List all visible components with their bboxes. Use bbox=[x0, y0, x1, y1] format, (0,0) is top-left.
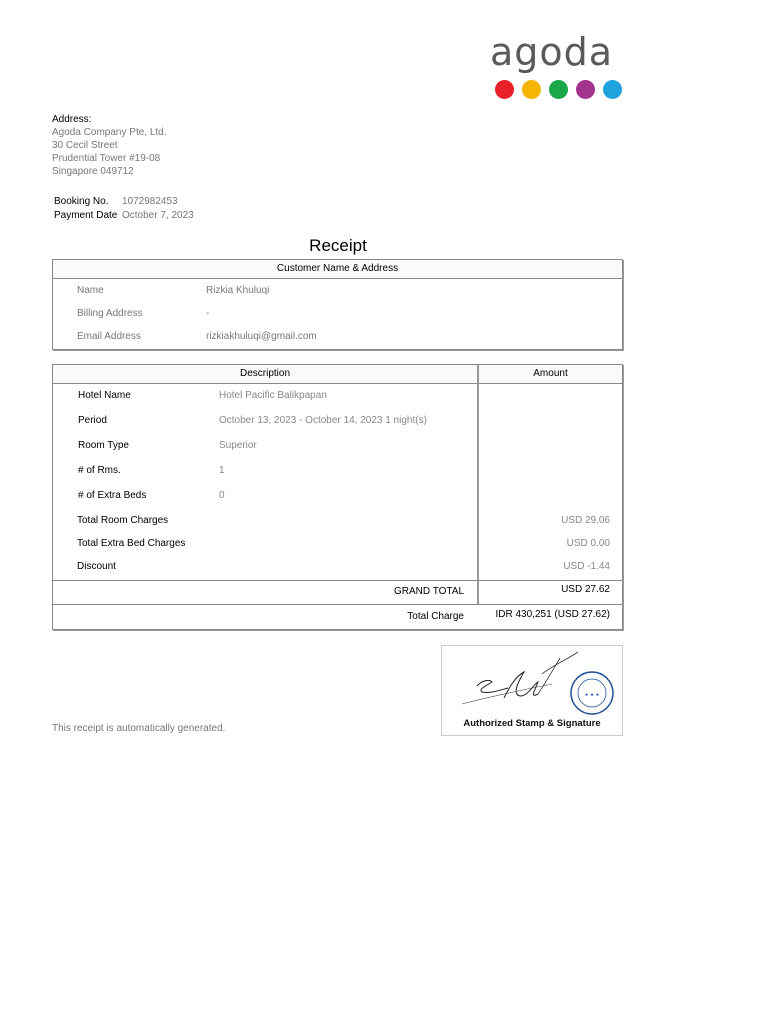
extra-beds-label: # of Extra Beds bbox=[78, 490, 147, 501]
hotel-name-value: Hotel Pacific Balikpapan bbox=[219, 390, 327, 401]
rooms-count-value: 1 bbox=[219, 465, 225, 476]
extra-beds-value: 0 bbox=[219, 490, 225, 501]
charges-table bbox=[52, 364, 623, 630]
logo-dot-green bbox=[549, 80, 568, 99]
company-seal bbox=[569, 670, 615, 716]
address-label: Address: bbox=[52, 114, 92, 125]
logo-dot-purple bbox=[576, 80, 595, 99]
total-charge-amount: IDR 430,251 (USD 27.62) bbox=[495, 609, 610, 620]
discount-label: Discount bbox=[77, 561, 116, 572]
description-header: Description bbox=[53, 365, 477, 384]
total-room-charges-amount: USD 29.06 bbox=[561, 515, 610, 526]
stamp-caption: Authorized Stamp & Signature bbox=[463, 718, 601, 729]
customer-header: Customer Name & Address bbox=[53, 260, 622, 279]
total-room-charges-label: Total Room Charges bbox=[77, 515, 169, 526]
svg-text:★ ★ ★: ★ ★ ★ bbox=[584, 693, 600, 698]
stamp-signature-box bbox=[441, 645, 623, 736]
agoda-logo bbox=[490, 30, 630, 105]
address-line: Singapore 049712 bbox=[52, 166, 134, 177]
customer-section bbox=[52, 259, 623, 350]
total-extra-bed-charges-label: Total Extra Bed Charges bbox=[77, 538, 186, 549]
room-type-value: Superior bbox=[219, 440, 257, 451]
grand-total-amount: USD 27.62 bbox=[561, 584, 610, 595]
period-value: October 13, 2023 - October 14, 2023 1 night(s) bbox=[219, 415, 427, 426]
email-address-value: rizkiakhuluqi@gmail.com bbox=[206, 331, 317, 342]
total-charge-label: Total Charge bbox=[407, 611, 464, 622]
booking-no-label: Booking No. bbox=[54, 196, 109, 207]
address-line: Prudential Tower #19-08 bbox=[52, 153, 161, 164]
payment-date-value: October 7, 2023 bbox=[122, 210, 194, 221]
address-line: Agoda Company Pte, Ltd. bbox=[52, 127, 167, 138]
customer-name-label: Name bbox=[77, 285, 104, 296]
hotel-name-label: Hotel Name bbox=[78, 390, 131, 401]
billing-address-value: - bbox=[206, 308, 210, 319]
logo-dot-yellow bbox=[522, 80, 541, 99]
period-label: Period bbox=[78, 415, 107, 426]
grand-total-divider bbox=[53, 580, 622, 581]
receipt-title: Receipt bbox=[309, 236, 367, 255]
discount-amount: USD -1.44 bbox=[563, 561, 610, 572]
grand-total-label: GRAND TOTAL bbox=[393, 586, 464, 597]
billing-address-label: Billing Address bbox=[77, 308, 143, 319]
amount-header: Amount bbox=[479, 365, 622, 384]
total-extra-bed-charges-amount: USD 0.00 bbox=[566, 538, 610, 549]
booking-no-value: 1072982453 bbox=[122, 196, 178, 207]
logo-wordmark: agoda bbox=[490, 30, 614, 74]
payment-date-label: Payment Date bbox=[54, 210, 118, 221]
column-divider bbox=[477, 365, 479, 605]
logo-dot-red bbox=[495, 80, 514, 99]
seal-circle-icon bbox=[569, 670, 615, 716]
total-charge-divider bbox=[53, 604, 622, 605]
logo-dot-blue bbox=[603, 80, 622, 99]
auto-generated-note: This receipt is automatically generated. bbox=[52, 723, 226, 734]
rooms-count-label: # of Rms. bbox=[78, 465, 121, 476]
address-line: 30 Cecil Street bbox=[52, 140, 118, 151]
email-address-label: Email Address bbox=[77, 331, 141, 342]
room-type-label: Room Type bbox=[78, 440, 129, 451]
customer-name-value: Rizkia Khuluqi bbox=[206, 285, 270, 296]
